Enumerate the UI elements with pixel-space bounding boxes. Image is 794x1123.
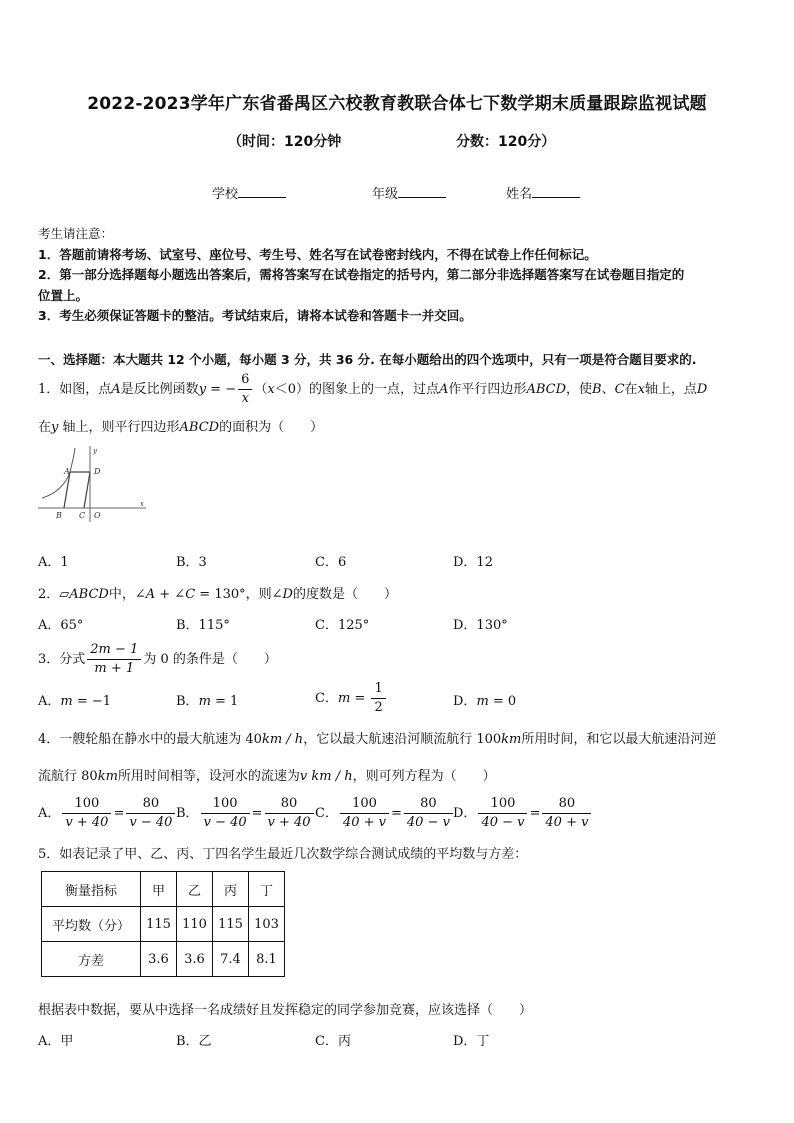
question-1-stem: 1．如图，点A是反比例函数y = − $\frac{6}{x}$ （x＜0）的图象上的一点，过点A作平行四边形ABCD，使B、C在x轴上，点D	[38, 372, 708, 406]
table-header-cell: 乙	[177, 872, 213, 907]
exam-title: 2022-2023学年广东省番禺区六校教育教联合体七下数学期末质量跟踪监视试题	[87, 94, 707, 114]
table-row	[42, 942, 285, 977]
q5-option-b[interactable]: B．乙	[176, 1034, 212, 1049]
q5-option-d[interactable]: D．丁	[453, 1034, 490, 1049]
q2-option-a[interactable]: A．65°	[38, 618, 84, 633]
question-5-prompt: 根据表中数据，要从中选择一名成绩好且发挥稳定的同学参加竞赛，应该选择（ ）	[38, 1003, 533, 1018]
grade-label: 年级	[372, 187, 399, 202]
question-4-stem-line2: 流航行 80km所用时间相等，设河水的流速为v km / h，则可列方程为（ ）	[38, 769, 496, 784]
name-blank[interactable]	[532, 187, 580, 198]
question-4-stem: 4．一艘轮船在静水中的最大航速为 40km / h，它以最大航速沿河顺流航行 100km所用时间，和它以最大航速沿河逆	[38, 732, 717, 747]
note-item: 1．答题前请将考场、试室号、座位号、考生号、姓名写在试卷密封线内，不得在试卷上作任何标记。	[38, 246, 597, 262]
school-label: 学校	[212, 187, 239, 202]
grade-field[interactable]	[372, 183, 446, 202]
q1-option-a[interactable]: A．1	[38, 555, 69, 570]
q3-option-a[interactable]: A．m = −1	[38, 694, 112, 709]
table-cell: 110	[177, 907, 213, 942]
table-cell: 方差	[42, 942, 141, 977]
time-limit: （时间：120分钟	[228, 134, 342, 150]
question-5-stem: 5．如表记录了甲、乙、丙、丁四名学生最近几次数学综合测试成绩的平均数与方差：	[38, 847, 528, 862]
q1-option-d[interactable]: D．12	[453, 555, 493, 570]
q4-option-b[interactable]: B． $\frac{100}{v - 40}$ = $\frac{80}{v + 40}$	[176, 795, 316, 832]
score-table	[41, 871, 285, 977]
school-field[interactable]	[212, 183, 286, 202]
table-header-cell: 丁	[249, 872, 285, 907]
note-item: 位置上。	[38, 287, 89, 303]
q2-option-b[interactable]: B．115°	[176, 618, 230, 633]
notes-heading: 考生请注意：	[38, 226, 114, 241]
label-O: O	[94, 511, 101, 520]
label-B: B	[56, 511, 62, 520]
table-cell: 103	[249, 907, 285, 942]
total-score: 分数：120分）	[456, 134, 556, 150]
q4-option-d[interactable]: D． $\frac{100}{40 - v}$ = $\frac{80}{40 + v}$	[453, 795, 593, 832]
note-item: 2．第一部分选择题每小题选出答案后，需将答案写在试卷指定的括号内，第二部分非选择题答案写在试卷题目指定的	[38, 267, 685, 282]
table-row	[42, 907, 285, 942]
q1-option-b[interactable]: B．3	[176, 555, 207, 570]
q4-option-c[interactable]: C． $\frac{100}{40 + v}$ = $\frac{80}{40 - v}$	[315, 795, 455, 832]
q3-option-d[interactable]: D．m = 0	[453, 694, 517, 709]
name-label: 姓名	[506, 187, 533, 202]
label-D: D	[94, 467, 101, 476]
q3-option-b[interactable]: B．m = 1	[176, 694, 239, 709]
table-cell: 115	[213, 907, 249, 942]
q2-option-c[interactable]: C．125°	[315, 618, 370, 633]
label-y: y	[93, 447, 97, 455]
question-3-stem: 3．分式 $\frac{2m - 1}{m + 1}$ 为 0 的条件是（ ）	[38, 642, 277, 676]
q1-option-c[interactable]: C．6	[315, 555, 347, 570]
question-1-stem-line2: 在y 轴上，则平行四边形ABCD的面积为（ ）	[38, 420, 324, 435]
q5-option-a[interactable]: A．甲	[38, 1034, 74, 1049]
table-cell: 平均数（分）	[42, 907, 141, 942]
table-cell: 115	[141, 907, 177, 942]
table-header-cell: 衡量指标	[42, 872, 141, 907]
label-A: A	[64, 467, 70, 476]
q2-option-d[interactable]: D．130°	[453, 618, 508, 633]
table-cell: 7.4	[213, 942, 249, 977]
q5-option-c[interactable]: C．丙	[315, 1034, 351, 1049]
q4-option-a[interactable]: A． $\frac{100}{v + 40}$ = $\frac{80}{v - 40}$	[38, 795, 177, 832]
segment-AB	[64, 472, 70, 508]
name-field[interactable]	[506, 183, 580, 202]
grade-blank[interactable]	[398, 187, 446, 198]
table-cell: 8.1	[249, 942, 285, 977]
question-2-stem: 2．▱ABCD中，∠A + ∠C = 130°，则∠D的度数是（ ）	[38, 587, 397, 602]
segment-DC	[84, 472, 90, 508]
label-x: x	[140, 500, 144, 508]
table-header-row	[42, 872, 285, 907]
table-cell: 3.6	[141, 942, 177, 977]
fraction-one-half: $\frac{1}{2}$	[371, 680, 385, 717]
table-header-cell: 甲	[141, 872, 177, 907]
table-header-cell: 丙	[213, 872, 249, 907]
exam-notes	[38, 224, 758, 327]
section-heading: 一、选择题：本大题共 12 个小题，每小题 3 分，共 36 分. 在每小题给出的四个选项中，只有一项是符合题目要求的.	[38, 352, 697, 367]
parallelogram-figure	[36, 444, 148, 524]
table-cell: 3.6	[177, 942, 213, 977]
q3-option-c[interactable]: C．m = $\frac{1}{2}$	[315, 680, 388, 717]
school-blank[interactable]	[238, 187, 286, 198]
fraction-2m-1-over-m+1: $\frac{2m - 1}{m + 1}$	[87, 641, 141, 678]
fraction-6-over-x: $\frac{6}{x}$	[238, 371, 252, 408]
label-C: C	[79, 511, 86, 520]
note-item: 3．考生必须保证答题卡的整洁。考试结束后，请将本试卷和答题卡一并交回。	[38, 308, 472, 323]
